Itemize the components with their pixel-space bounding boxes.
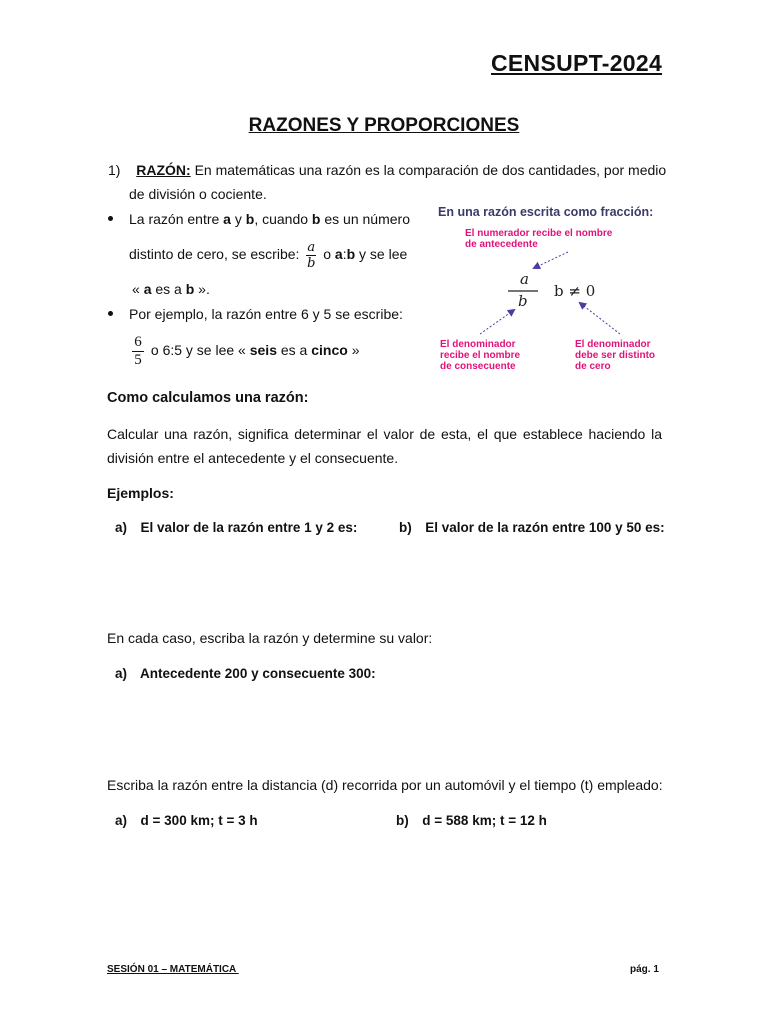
footer-page-number: pág. 1 xyxy=(630,964,659,975)
text: ». xyxy=(194,281,210,297)
bullet-2-line-1: Por ejemplo, la razón entre 6 y 5 se escribe: xyxy=(129,306,403,322)
item-label: b) xyxy=(399,520,412,535)
denominator-note-line-3: de consecuente xyxy=(440,361,516,372)
example-a xyxy=(115,518,357,538)
var-a: a xyxy=(223,211,231,227)
text: distinto de cero, se escribe: xyxy=(129,246,300,262)
how-heading: Como calculamos una razón: xyxy=(107,390,309,406)
bullet-1-line-2 xyxy=(129,236,407,272)
exercise-2-item-b xyxy=(396,811,547,831)
text: o xyxy=(323,246,335,262)
exercise-1-prompt: En cada caso, escriba la razón y determine su valor: xyxy=(107,630,433,646)
arrow-to-numerator xyxy=(534,252,568,268)
document-code: CENSUPT-2024 xyxy=(491,50,663,76)
text: es a xyxy=(151,281,186,297)
bullet-1-line-3 xyxy=(132,279,210,299)
page-title: RAZONES Y PROPORCIONES xyxy=(248,115,520,136)
how-text-2: división entre el antecedente y el consecuente. xyxy=(107,450,399,466)
bullet-2-line-2 xyxy=(129,330,360,370)
var-b: b xyxy=(311,211,321,227)
section-number: 1) xyxy=(108,162,121,178)
figure-caption: En una razón escrita como fracción: xyxy=(438,205,654,219)
text: y se lee xyxy=(355,246,408,262)
nonzero-note-line-2: debe ser distinto xyxy=(575,350,656,361)
numerator-note-line-2: de antecedente xyxy=(465,239,538,250)
bullet-1-line-1 xyxy=(129,209,410,229)
text: es a xyxy=(276,342,312,358)
item-text: Antecedente 200 y consecuente 300: xyxy=(140,666,376,681)
ratio-fraction-figure xyxy=(430,200,680,378)
fraction-6-over-5 xyxy=(132,334,144,369)
numerator-note-line-1: El numerador recibe el nombre xyxy=(465,228,613,239)
frac-denominator: b xyxy=(307,255,316,271)
exercise-2-prompt: Escriba la razón entre la distancia (d) recorrida por un automóvil y el tiempo (t) empleado: xyxy=(107,777,663,793)
arrow-to-denominator xyxy=(480,310,514,334)
item-label: b) xyxy=(396,813,409,828)
bullet-dot xyxy=(108,216,113,221)
bullet-dot xyxy=(108,311,113,316)
how-text-1: Calcular una razón, significa determinar el valor de esta, el que establece haciendo la xyxy=(107,426,662,442)
item-text: d = 588 km; t = 12 h xyxy=(422,813,547,828)
example-b xyxy=(399,518,665,538)
denominator-note-line-1: El denominador xyxy=(440,339,516,350)
nonzero-note-line-1: El denominador xyxy=(575,339,651,350)
text: y xyxy=(230,211,246,227)
section-heading: RAZÓN: xyxy=(136,162,191,178)
frac-numerator: 6 xyxy=(134,333,142,350)
exercise-2-item-a xyxy=(115,811,258,831)
figure-frac-den: b xyxy=(518,292,528,310)
footer-session: SESIÓN 01 – MATEMÁTICA xyxy=(107,964,239,975)
var-a: a xyxy=(143,281,152,297)
arrow-to-condition xyxy=(580,303,620,334)
text: o 6:5 y se lee « xyxy=(150,342,250,358)
fraction-a-over-b xyxy=(306,240,316,271)
colon: : xyxy=(342,246,347,262)
text: La razón entre xyxy=(129,211,224,227)
section-intro: En matemáticas una razón es la comparación de dos cantidades, por medio xyxy=(194,162,667,178)
text: es un número xyxy=(320,211,410,227)
figure-frac-num: a xyxy=(520,270,529,288)
examples-heading: Ejemplos: xyxy=(107,485,174,501)
item-text: El valor de la razón entre 100 y 50 es: xyxy=(425,520,665,535)
item-label: a) xyxy=(115,666,128,681)
var-b: b xyxy=(245,211,255,227)
text: , cuando xyxy=(254,211,312,227)
nonzero-note-line-3: de cero xyxy=(575,361,611,372)
denominator-note-line-2: recibe el nombre xyxy=(440,350,521,361)
word-cinco: cinco xyxy=(311,342,348,358)
var-b: b xyxy=(346,246,356,262)
word-seis: seis xyxy=(249,342,277,358)
exercise-1-item-a xyxy=(115,664,376,684)
item-label: a) xyxy=(115,520,128,535)
text: » xyxy=(347,342,360,358)
text: « xyxy=(132,281,144,297)
section-intro-cont: de división o cociente. xyxy=(129,186,267,202)
frac-numerator: a xyxy=(307,239,316,255)
item-text: d = 300 km; t = 3 h xyxy=(140,813,258,828)
item-label: a) xyxy=(115,813,128,828)
item-text: El valor de la razón entre 1 y 2 es: xyxy=(140,520,358,535)
frac-denominator: 5 xyxy=(134,351,142,368)
var-b: b xyxy=(185,281,195,297)
section-1-line xyxy=(108,160,666,180)
figure-condition: b ≠ 0 xyxy=(554,282,596,300)
var-a: a xyxy=(334,246,343,262)
